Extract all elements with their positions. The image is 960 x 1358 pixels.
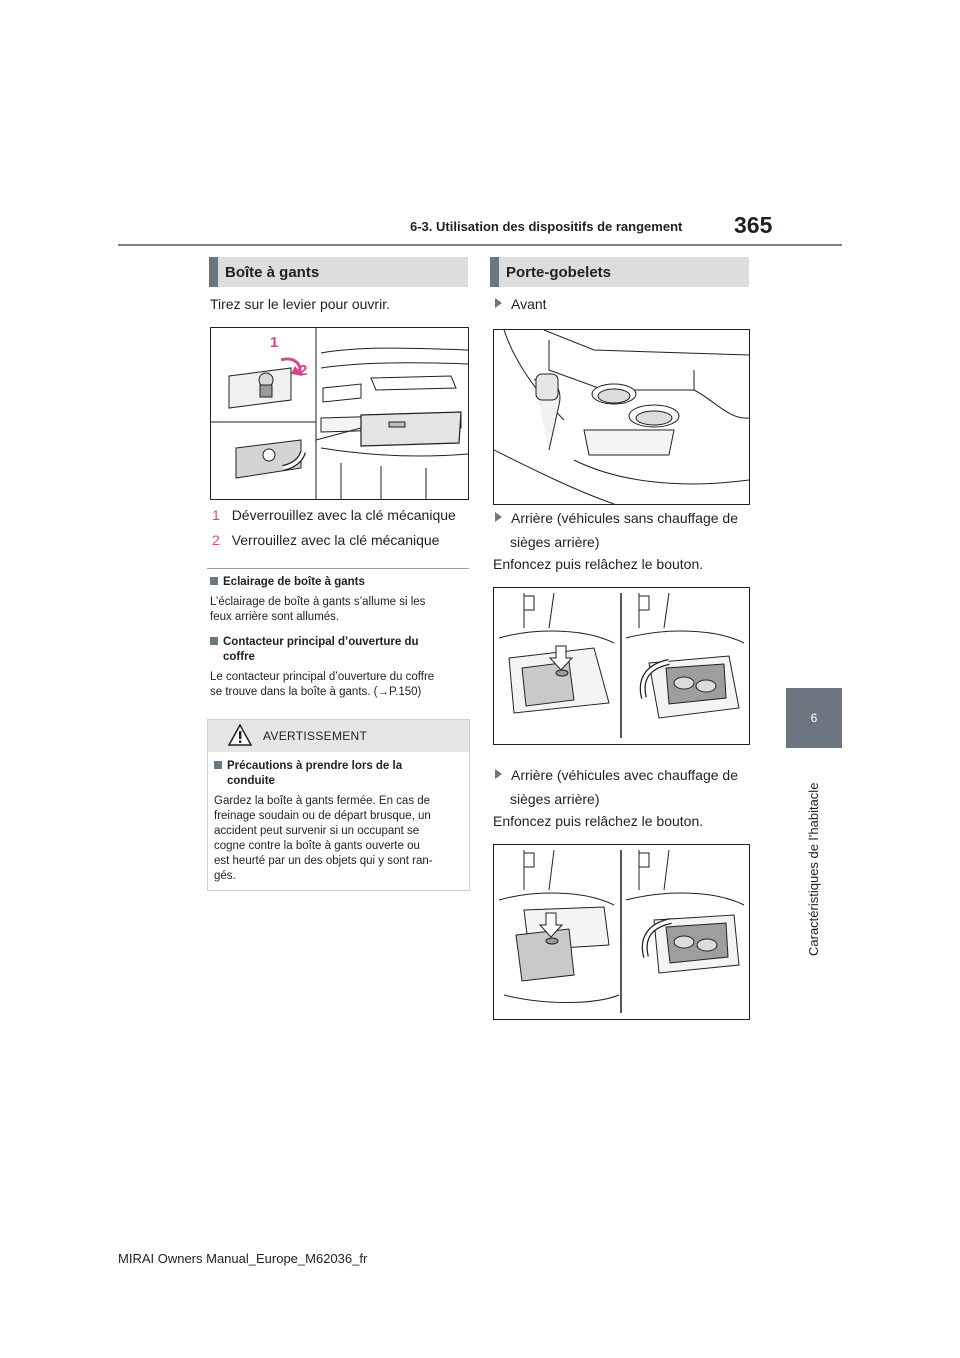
section-heading-cupholders [490, 257, 749, 287]
glovebox-illustration [211, 328, 468, 499]
note-line: Le contacteur principal d’ouverture du coffre [210, 671, 435, 683]
warning-label: AVERTISSEMENT [263, 729, 368, 743]
rear-cupholder-figure-no-heating [493, 587, 750, 745]
step-number: 1 [212, 507, 220, 523]
heading-bar [490, 257, 499, 287]
note-body [210, 595, 425, 625]
rear-cupholder-illustration-no-heating [494, 588, 749, 744]
header-section-title: 6-3. Utilisation des dispositifs de rangement [410, 219, 683, 234]
heading-bar [209, 257, 218, 287]
item-rear-no-heating [495, 508, 750, 552]
warning-body [214, 794, 433, 884]
warning-line: Gardez la boîte à gants fermée. En cas de [214, 795, 431, 807]
square-bullet-icon [214, 761, 222, 769]
item-rear-with-heating [495, 765, 750, 809]
chapter-title-text: Caractéristiques de l’habitacle [806, 782, 821, 956]
footer-manual-id: MIRAI Owners Manual_Europe_M62036_fr [118, 1251, 368, 1266]
chapter-tab[interactable]: 6 [786, 688, 842, 748]
warning-line: gés. [214, 870, 236, 882]
warning-line: freinage soudain ou de départ brusque, un [214, 810, 431, 822]
item-label: Arrière (véhicules avec chauffage de [511, 767, 738, 783]
warning-line: accident peut survenir si un occupant se [214, 825, 420, 837]
instruction-rear-no-heating: Enfoncez puis relâchez le bouton. [493, 556, 704, 572]
item-label: Avant [511, 296, 547, 312]
note-title [210, 575, 365, 590]
item-front [495, 294, 547, 314]
rear-cupholder-illustration-with-heating [494, 845, 749, 1019]
step-1 [212, 505, 470, 525]
item-label: Arrière (véhicules sans chauffage de [511, 510, 738, 526]
heading-text: Boîte à gants [225, 263, 320, 281]
triangle-bullet-icon [495, 298, 502, 308]
warning-box [207, 719, 470, 891]
warning-triangle-icon [228, 724, 252, 746]
section-heading-glovebox [209, 257, 468, 287]
warning-title-text: conduite [227, 775, 275, 787]
note-title-text: Eclairage de boîte à gants [223, 576, 365, 588]
warning-title [214, 759, 402, 789]
note-line: feux arrière sont allumés. [210, 611, 340, 623]
step-text: Verrouillez avec la clé mécanique [231, 532, 440, 548]
glovebox-intro: Tirez sur le levier pour ouvrir. [210, 296, 390, 312]
figure-callout-1: 1 [270, 334, 279, 351]
front-cupholder-illustration [494, 330, 749, 504]
note-line: L’éclairage de boîte à gants s’allume si les [210, 596, 426, 608]
note-title-text: coffre [223, 651, 255, 663]
warning-header [208, 720, 469, 752]
note-title [210, 635, 419, 665]
heading-text: Porte-gobelets [506, 263, 612, 281]
instruction-rear-with-heating: Enfoncez puis relâchez le bouton. [493, 813, 704, 829]
glovebox-figure [210, 327, 469, 500]
item-label: sièges arrière) [510, 791, 600, 807]
page-number: 365 [734, 212, 773, 238]
figure-callout-2: 2 [299, 362, 308, 379]
step-text: Déverrouillez avec la clé mécanique [231, 507, 456, 523]
notes-divider [207, 568, 469, 569]
item-label: sièges arrière) [510, 534, 600, 550]
triangle-bullet-icon [495, 512, 502, 522]
square-bullet-icon [210, 637, 218, 645]
note-body [210, 670, 434, 700]
header-divider [118, 244, 842, 246]
square-bullet-icon [210, 577, 218, 585]
warning-line: cogne contre la boîte à gants ouverte ou [214, 840, 420, 852]
step-number: 2 [212, 532, 220, 548]
rear-cupholder-figure-with-heating [493, 844, 750, 1020]
triangle-bullet-icon [495, 769, 502, 779]
note-title-text: Contacteur principal d’ouverture du [223, 636, 419, 648]
warning-title-text: Précautions à prendre lors de la [227, 760, 403, 772]
note-line: se trouve dans la boîte à gants. (→P.150) [210, 686, 422, 698]
warning-line: est heurté par un des objets qui y sont ran- [214, 855, 433, 867]
step-2 [212, 530, 470, 550]
chapter-title-vertical [806, 756, 824, 956]
front-cupholder-figure [493, 329, 750, 505]
